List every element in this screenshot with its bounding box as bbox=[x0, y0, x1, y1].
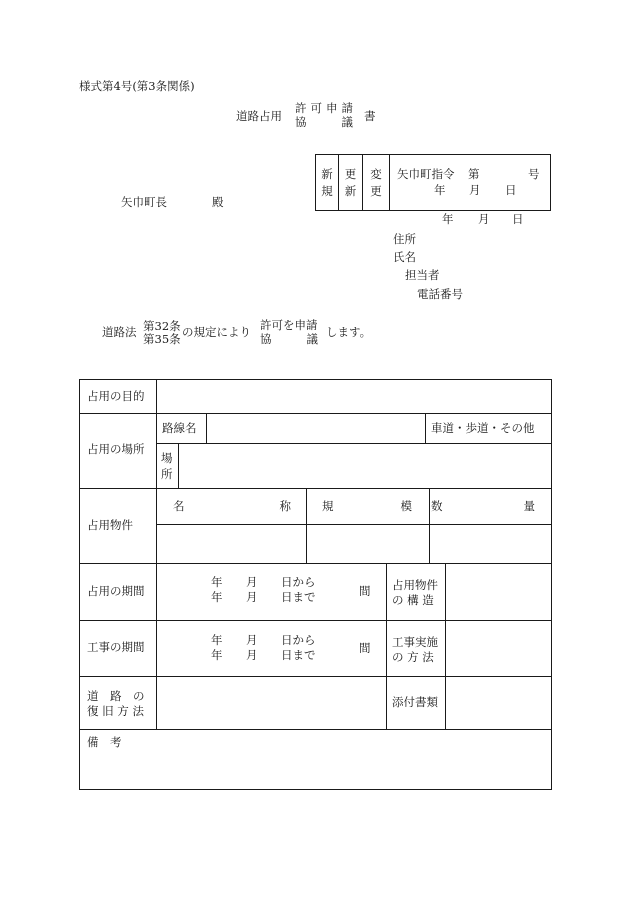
work-method-field[interactable] bbox=[446, 621, 551, 676]
reg-dai: 第 bbox=[468, 167, 480, 181]
structure-label: 占用物件 の 構 造 bbox=[392, 578, 438, 607]
reg-designation: 矢巾町指令 bbox=[397, 167, 455, 181]
statement-middle: の規定により bbox=[182, 325, 251, 339]
statement-end: します。 bbox=[326, 325, 372, 339]
work-between: 間 bbox=[359, 641, 371, 655]
reg-day: 日 bbox=[505, 183, 517, 197]
title-suffix: 書 bbox=[364, 109, 376, 123]
applicant-person-label: 担当者 bbox=[405, 268, 440, 282]
reg-year: 年 bbox=[434, 183, 446, 197]
reg-renew-cell: 更 新 bbox=[339, 155, 363, 210]
restore-field[interactable] bbox=[157, 677, 386, 729]
statement-permit: 許可を申請 bbox=[260, 318, 318, 332]
registration-box bbox=[315, 154, 551, 211]
applicant-address-label: 住所 bbox=[393, 232, 416, 246]
apply-month: 月 bbox=[478, 212, 490, 226]
work-from-month: 月 bbox=[246, 633, 258, 647]
purpose-field[interactable] bbox=[157, 380, 551, 413]
reg-new-cell: 新 規 bbox=[316, 155, 339, 210]
obj-name-field[interactable] bbox=[157, 525, 306, 563]
period-to-month: 月 bbox=[246, 590, 258, 604]
route-name-label: 路線名 bbox=[162, 421, 197, 435]
applicant-name-label: 氏名 bbox=[393, 250, 416, 264]
restore-label: 道 路 の 復 旧 方 法 bbox=[87, 689, 145, 718]
addressee-name: 矢巾町長 bbox=[121, 195, 167, 209]
reg-change-cell: 変 更 bbox=[363, 155, 390, 210]
obj-qty-header: 数 量 bbox=[431, 499, 535, 513]
reg-month: 月 bbox=[469, 183, 481, 197]
obj-name-header: 名 称 bbox=[173, 499, 291, 513]
title-consultation: 協 議 bbox=[295, 115, 353, 129]
attachments-field[interactable] bbox=[446, 677, 551, 729]
work-from-year: 年 bbox=[211, 633, 223, 647]
statement-articles: 第32条 第35条 bbox=[143, 319, 181, 346]
obj-qty-field[interactable] bbox=[430, 525, 551, 563]
occupancy-table bbox=[79, 379, 552, 790]
title-permit-application: 許 可 申 請 bbox=[295, 101, 353, 115]
period-from-year: 年 bbox=[211, 575, 223, 589]
work-from-day: 日から bbox=[281, 633, 316, 647]
period-from-day: 日から bbox=[281, 575, 316, 589]
period-to-year: 年 bbox=[211, 590, 223, 604]
work-method-label: 工事実施 の 方 法 bbox=[392, 635, 438, 664]
remarks-field[interactable] bbox=[80, 750, 551, 789]
objects-label: 占用物件 bbox=[87, 518, 133, 532]
period-between: 間 bbox=[359, 584, 371, 598]
work-to-month: 月 bbox=[246, 648, 258, 662]
apply-year: 年 bbox=[442, 212, 454, 226]
applicant-phone-label: 電話番号 bbox=[417, 287, 463, 301]
location-label: 占用の場所 bbox=[87, 442, 145, 456]
title-prefix: 道路占用 bbox=[236, 109, 282, 123]
period-to-day: 日まで bbox=[281, 590, 316, 604]
addressee-honorific: 殿 bbox=[212, 195, 224, 209]
obj-scale-field[interactable] bbox=[307, 525, 429, 563]
remarks-label: 備 考 bbox=[87, 735, 122, 749]
route-name-field[interactable] bbox=[207, 414, 425, 443]
period-label: 占用の期間 bbox=[87, 584, 145, 598]
statement-consult: 協 議 bbox=[260, 332, 318, 346]
period-from-month: 月 bbox=[246, 575, 258, 589]
place-label: 場 所 bbox=[161, 451, 173, 481]
work-to-year: 年 bbox=[211, 648, 223, 662]
form-number-label: 様式第4号(第3条関係) bbox=[79, 79, 195, 93]
road-type-label[interactable]: 車道・歩道・その他 bbox=[431, 421, 535, 435]
attachments-label: 添付書類 bbox=[392, 695, 438, 709]
purpose-label: 占用の目的 bbox=[87, 389, 145, 403]
apply-day: 日 bbox=[512, 212, 524, 226]
place-field[interactable] bbox=[179, 444, 551, 488]
obj-scale-header: 規 模 bbox=[322, 499, 412, 513]
work-period-label: 工事の期間 bbox=[87, 640, 145, 654]
structure-field[interactable] bbox=[446, 564, 551, 620]
reg-go: 号 bbox=[528, 167, 540, 181]
statement-law: 道路法 bbox=[102, 325, 137, 339]
work-to-day: 日まで bbox=[281, 648, 316, 662]
